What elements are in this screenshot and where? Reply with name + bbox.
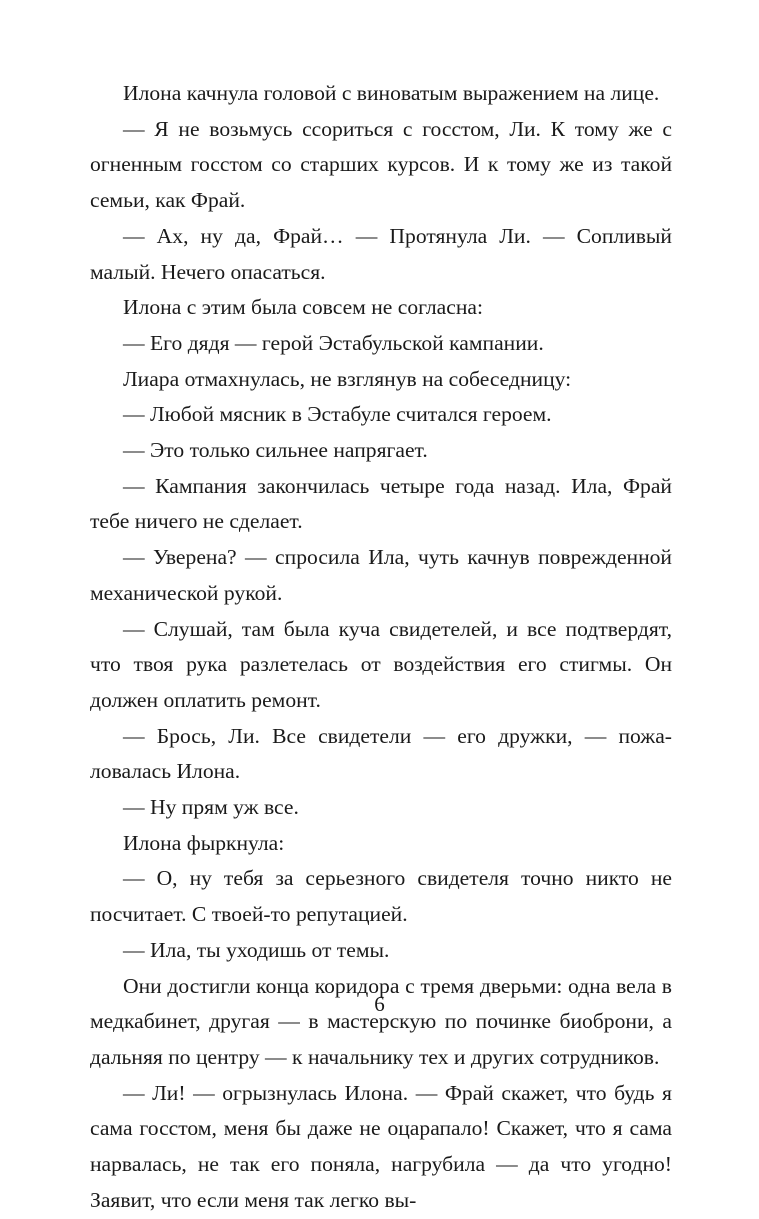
- page-number: 6: [374, 992, 385, 1016]
- paragraph-17: Они достигли конца коридора с тремя дверьми: одна вела в медкабинет, другая — в мастерскую по починке биоброни, а дальняя по центру — к начальнику тех и других сотрудников.: [90, 973, 672, 1069]
- paragraph-5: — Его дядя — герой Эстабульской кампании.: [123, 330, 544, 355]
- paragraph-12: — Брось, Ли. Все свидетели — его дружки, — пожаловалась Илона.: [90, 723, 672, 784]
- paragraph-10: — Уверена? — спросила Ила, чуть качнув поврежденной механической рукой.: [90, 545, 672, 605]
- body-text: [90, 76, 672, 1219]
- paragraph-8: — Это только сильнее напрягает.: [123, 438, 428, 463]
- paragraph-6: Лиара отмахнулась, не взглянув на собеседницу:: [123, 366, 572, 391]
- paragraph-4: Илона с этим была совсем не согласна:: [123, 295, 483, 320]
- paragraph-13: — Ну прям уж все.: [123, 795, 299, 820]
- paragraph-15: — О, ну тебя за серьезного свидетеля точно никто не посчитает. С твоей-то репутацией.: [90, 866, 672, 927]
- paragraph-11: — Слушай, там была куча свидетелей, и все подтвердят, что твоя рука разлетелась от воздействия его стигмы. Он должен оплатить ремонт.: [90, 616, 672, 712]
- paragraph-1: Илона качнула головой с виноватым выражением на лице.: [123, 81, 660, 105]
- paragraph-16: — Ила, ты уходишь от темы.: [123, 937, 390, 962]
- paragraph-14: Илона фыркнула:: [123, 830, 285, 855]
- paragraph-7: — Любой мясник в Эстабуле считался героем.: [123, 402, 552, 427]
- paragraph-3: — Ах, ну да, Фрай… — Протянула Ли. — Сопливый малый. Нечего опасаться.: [90, 223, 672, 284]
- paragraph-9: — Кампания закончилась четыре года назад. Ила, Фрай тебе ничего не сделает.: [90, 473, 672, 534]
- paragraph-2: — Я не возьмусь ссориться с госстом, Ли. К тому же с огненным госстом со старших курсов. И к тому же из такой семьи, как Фрай.: [90, 116, 672, 213]
- paragraph-18: — Ли! — огрызнулась Илона. — Фрай скажет, что будь я сама госстом, меня бы даже не оцарапало! Скажет, что я сама нарвалась, не так его поняла, нагрубила — да что угодно! Заявит, что если меня так легко вы-: [90, 1080, 672, 1212]
